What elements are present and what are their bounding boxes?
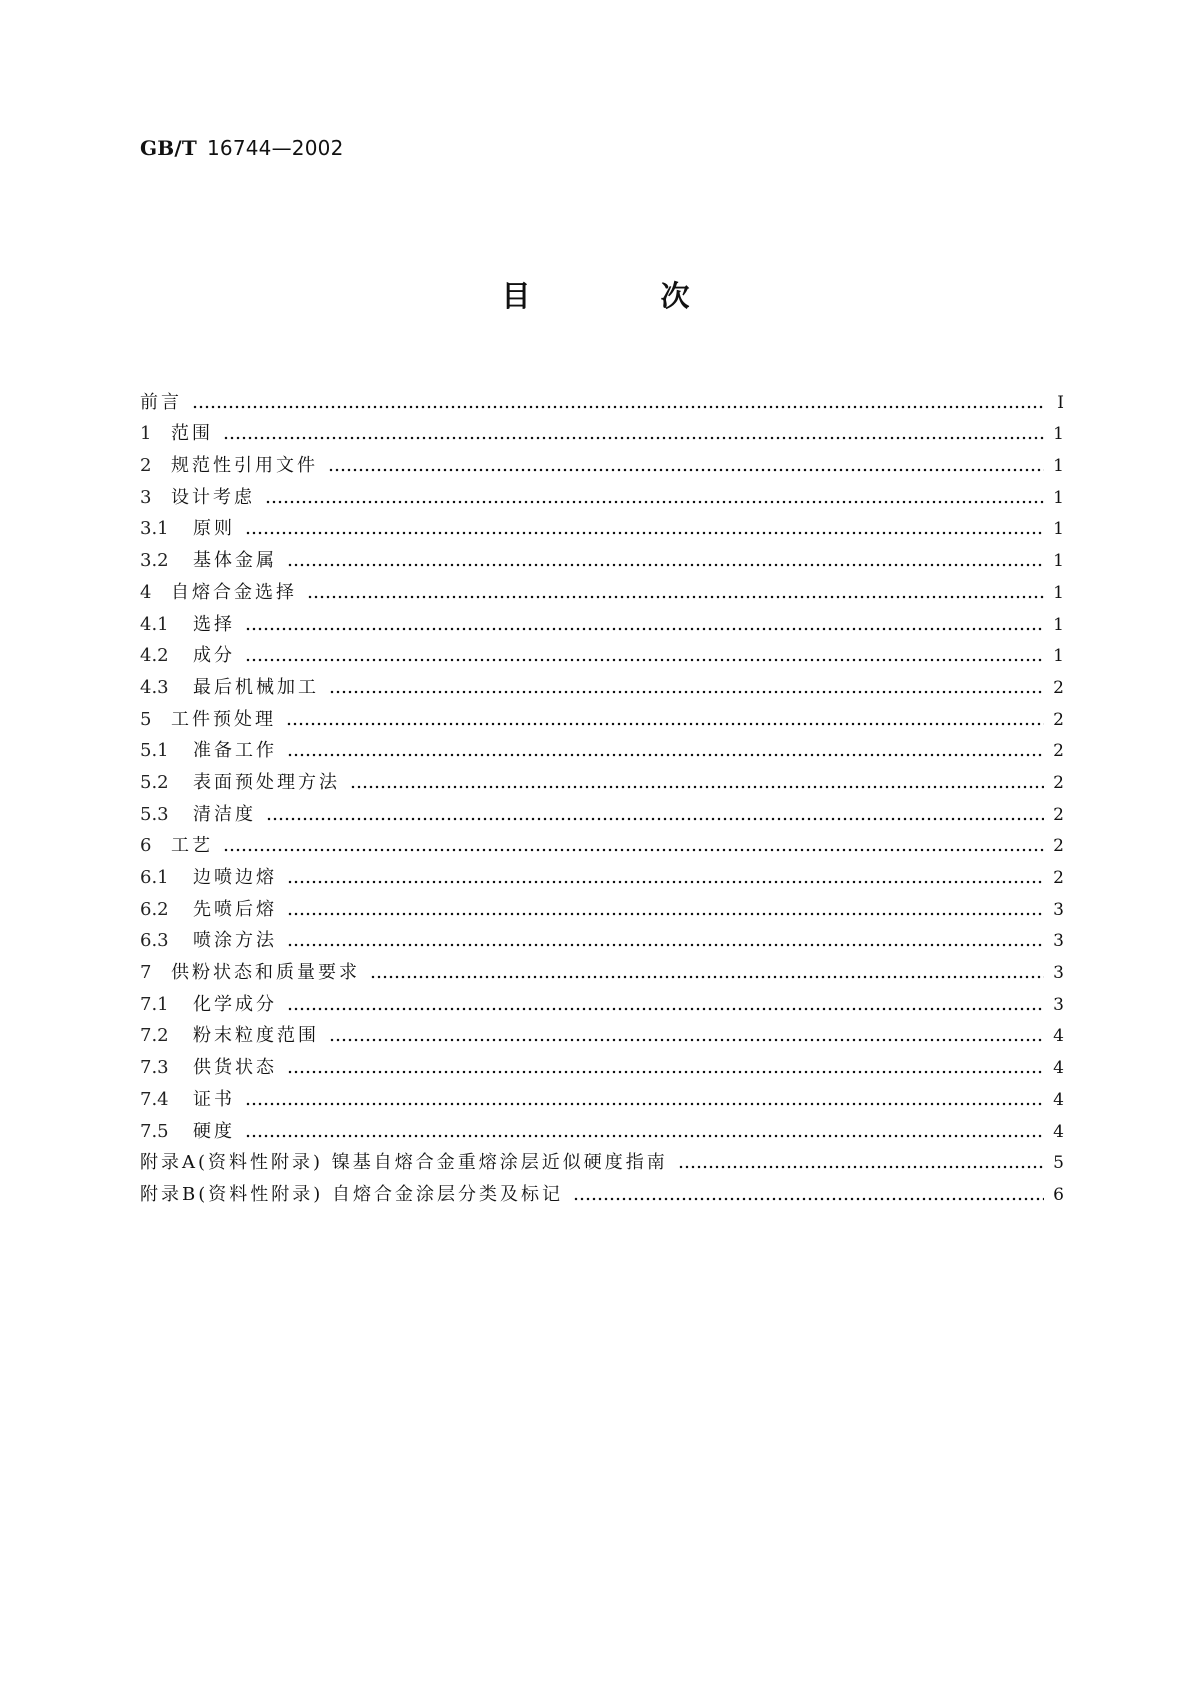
toc-dot-leader [245, 1101, 1044, 1107]
toc-entry-page: 1 [1053, 519, 1064, 540]
toc-entry-number: 6 [140, 835, 152, 857]
toc-entry-number: 5.2 [140, 771, 169, 793]
toc-entry-label: 工件预处理 [171, 708, 276, 730]
toc-entry-label: 前言 [140, 391, 182, 413]
toc-entry-label: 最后机械加工 [193, 676, 319, 698]
toc-dot-leader [192, 404, 1044, 410]
toc-entry[interactable] [140, 1049, 1064, 1081]
toc-dot-leader [287, 1069, 1044, 1075]
toc-dot-leader [245, 1133, 1044, 1139]
toc-entry-page: 2 [1053, 709, 1064, 730]
toc-entry-number: 5.1 [140, 740, 169, 762]
toc-entry-number: 3 [140, 486, 152, 508]
toc-entry-page: 4 [1053, 1058, 1064, 1079]
toc-entry-label: 硬度 [193, 1120, 235, 1142]
toc-entry-page: 1 [1053, 487, 1064, 508]
toc-dot-leader [573, 1196, 1044, 1202]
toc-entry[interactable] [140, 1081, 1064, 1113]
toc-entry-number: 7.4 [140, 1088, 169, 1110]
toc-entry-page: 2 [1053, 836, 1064, 857]
toc-entry-page: 1 [1053, 551, 1064, 572]
document-code-prefix: GB/T [140, 136, 197, 160]
toc-entry-page: 3 [1053, 963, 1064, 984]
toc-entry[interactable] [140, 574, 1064, 606]
toc-entry[interactable] [140, 986, 1064, 1018]
toc-dot-leader [245, 530, 1044, 536]
toc-entry-number: 4.2 [140, 645, 169, 667]
toc-entry-page: 4 [1053, 1026, 1064, 1047]
toc-entry-label: 范围 [171, 423, 213, 445]
toc-entry-number: 7.5 [140, 1120, 169, 1142]
toc-entry-number: 7.3 [140, 1057, 169, 1079]
toc-entry-label: 基体金属 [193, 550, 277, 572]
toc-entry-page: 1 [1053, 456, 1064, 477]
toc-entry[interactable] [140, 923, 1064, 955]
toc-dot-leader [286, 721, 1044, 727]
toc-dot-leader [287, 1006, 1044, 1012]
toc-entry[interactable] [140, 479, 1064, 511]
toc-entry-page: 2 [1053, 868, 1064, 888]
toc-entry-page: 2 [1053, 677, 1064, 698]
toc-entry-page: 2 [1053, 741, 1064, 762]
toc-entry-label: 准备工作 [193, 740, 277, 762]
toc-dot-leader [678, 1164, 1044, 1170]
toc-entry[interactable] [140, 384, 1064, 416]
toc-entry[interactable] [140, 1145, 1064, 1177]
toc-entry[interactable] [140, 764, 1064, 796]
toc-entry-page: 2 [1053, 804, 1064, 825]
toc-entry[interactable] [140, 1018, 1064, 1050]
table-of-contents [140, 384, 1064, 1208]
toc-entry-label: 喷涂方法 [193, 930, 277, 952]
toc-entry-label: 证书 [193, 1088, 235, 1110]
document-code [140, 134, 344, 162]
toc-entry[interactable] [140, 733, 1064, 765]
toc-entry-number: 3.2 [140, 550, 169, 572]
toc-dot-leader [329, 1037, 1044, 1043]
toc-entry-page: 2 [1053, 772, 1064, 793]
toc-dot-leader [287, 942, 1044, 948]
toc-entry-number: 7.2 [140, 1025, 169, 1047]
toc-entry[interactable] [140, 954, 1064, 986]
toc-entry-page: 1 [1053, 646, 1064, 667]
toc-entry-label: 选择 [193, 613, 235, 635]
document-code-number: 16744—2002 [206, 136, 344, 160]
toc-entry-number: 1 [140, 423, 152, 445]
toc-dot-leader [287, 562, 1044, 568]
toc-dot-leader [287, 879, 1044, 885]
toc-entry[interactable] [140, 447, 1064, 479]
toc-entry-page: 4 [1053, 1121, 1064, 1142]
toc-entry[interactable] [140, 669, 1064, 701]
toc-entry[interactable] [140, 606, 1064, 638]
toc-dot-leader [287, 752, 1044, 758]
toc-entry-label: 粉末粒度范围 [193, 1025, 319, 1047]
toc-entry-number: 6.2 [140, 898, 169, 920]
toc-entry-label: 附录A(资料性附录) 镍基自熔合金重熔涂层近似硬度指南 [140, 1152, 668, 1174]
toc-entry-label: 原则 [193, 518, 235, 540]
toc-entry-label: 边喷边熔 [193, 867, 277, 888]
toc-entry-page: 4 [1053, 1089, 1064, 1110]
toc-dot-leader [328, 467, 1044, 473]
toc-dot-leader [245, 657, 1044, 663]
toc-dot-leader [329, 689, 1044, 695]
toc-entry-label: 附录B(资料性附录) 自熔合金涂层分类及标记 [140, 1183, 563, 1205]
toc-entry-number: 4.3 [140, 676, 169, 698]
toc-entry-page: 3 [1053, 994, 1064, 1015]
toc-entry-page: 3 [1053, 899, 1064, 920]
toc-entry-label: 工艺 [171, 835, 213, 857]
toc-dot-leader [223, 435, 1044, 441]
toc-entry-page: 1 [1053, 582, 1064, 603]
toc-entry[interactable] [140, 1176, 1064, 1208]
toc-entry-number: 4 [140, 581, 152, 603]
toc-entry[interactable] [140, 638, 1064, 670]
toc-entry-number: 5 [140, 708, 152, 730]
toc-entry-label: 成分 [193, 645, 235, 667]
toc-entry-number: 6.1 [140, 867, 169, 888]
toc-entry-number: 7.1 [140, 993, 169, 1015]
toc-dot-leader [287, 911, 1044, 917]
toc-entry-label: 设计考虑 [171, 486, 255, 508]
page-title: 目 次 [501, 279, 750, 313]
toc-entry-number: 4.1 [140, 613, 169, 635]
toc-entry[interactable] [140, 511, 1064, 543]
toc-dot-leader [350, 784, 1044, 790]
toc-entry-label: 供货状态 [193, 1057, 277, 1079]
toc-entry-label: 清洁度 [193, 803, 256, 825]
toc-entry-page: 6 [1053, 1184, 1064, 1205]
toc-entry-number: 2 [140, 455, 152, 477]
toc-entry-number: 5.3 [140, 803, 169, 825]
toc-entry[interactable] [140, 859, 1064, 891]
toc-entry[interactable] [140, 891, 1064, 923]
toc-entry[interactable] [140, 1113, 1064, 1145]
toc-entry-label: 先喷后熔 [193, 898, 277, 920]
toc-dot-leader [266, 816, 1044, 822]
toc-entry-page: Ⅰ [1057, 392, 1064, 413]
toc-entry-label: 自熔合金选择 [171, 581, 297, 603]
toc-entry[interactable] [140, 701, 1064, 733]
toc-dot-leader [370, 974, 1044, 980]
toc-entry-label: 规范性引用文件 [171, 455, 318, 477]
toc-entry-page: 5 [1053, 1153, 1064, 1174]
toc-entry[interactable] [140, 828, 1064, 860]
toc-entry-page: 1 [1053, 614, 1064, 635]
toc-dot-leader [265, 499, 1044, 505]
toc-dot-leader [245, 626, 1044, 632]
toc-entry-number: 3.1 [140, 518, 169, 540]
toc-entry-label: 供粉状态和质量要求 [171, 962, 360, 984]
toc-dot-leader [307, 594, 1044, 600]
toc-entry[interactable] [140, 796, 1064, 828]
toc-entry-page: 1 [1053, 424, 1064, 445]
toc-entry-label: 表面预处理方法 [193, 771, 340, 793]
toc-entry[interactable] [140, 542, 1064, 574]
toc-entry-label: 化学成分 [193, 993, 277, 1015]
toc-entry-number: 7 [140, 962, 152, 984]
toc-entry[interactable] [140, 416, 1064, 448]
toc-entry-page: 3 [1053, 931, 1064, 952]
toc-entry-number: 6.3 [140, 930, 169, 952]
toc-dot-leader [223, 847, 1044, 853]
